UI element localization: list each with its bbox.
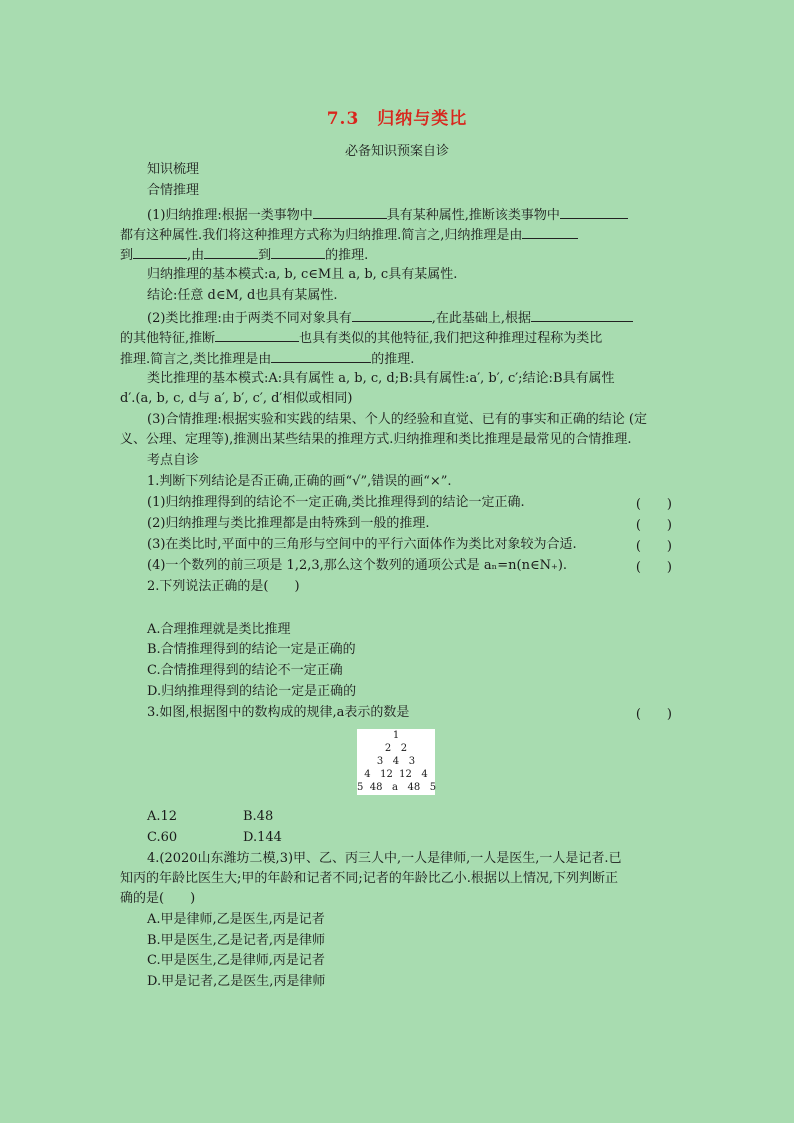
paragraph-inductive-line2: 都有这种属性.我们将这种推理方式称为归纳推理.简言之,归纳推理是由 xyxy=(120,224,578,246)
section-heading-selftest: 考点自诊 xyxy=(147,453,200,468)
paragraph-inductive-line1: (1)归纳推理:根据一类事物中 具有某种属性,推断该类事物中 xyxy=(147,204,628,226)
question-1-item-3: (3)在类比时,平面中的三角形与空间中的平行六面体作为类比对象较为合适. xyxy=(147,537,577,552)
paragraph-inductive-line3: 到 ,由 到 的推理. xyxy=(120,244,368,266)
blank xyxy=(313,204,387,219)
question-1-item-2: (2)归纳推理与类比推理都是由特殊到一般的推理. xyxy=(147,516,430,531)
blank xyxy=(271,244,325,259)
blank xyxy=(531,307,633,322)
plausible-reasoning-line1: (3)合情推理:根据实验和实践的结果、个人的经验和直觉、已有的事实和正确的结论 (定 xyxy=(147,412,647,427)
question-1-item-1: (1)归纳推理得到的结论不一定正确,类比推理得到的结论一定正确. xyxy=(147,495,525,510)
question-3-option-a: A.12 xyxy=(147,809,178,824)
answer-paren: ( ) xyxy=(635,560,672,575)
question-2-option-d: D.归纳推理得到的结论一定是正确的 xyxy=(147,684,357,699)
answer-paren: ( ) xyxy=(635,497,672,512)
number-triangle-figure xyxy=(357,729,435,795)
question-1-item-4: (4)一个数列的前三项是 1,2,3,那么这个数列的通项公式是 aₙ=n(n∈N₊). xyxy=(147,558,568,573)
analogy-pattern-line1: 类比推理的基本模式:A:具有属性 a, b, c, d;B:具有属性:a′, b′, c′;结论:B具有属性 xyxy=(147,371,615,386)
question-2-stem: 2.下列说法正确的是( ) xyxy=(147,579,300,594)
answer-paren: ( ) xyxy=(635,539,672,554)
triangle-row: 3 4 3 xyxy=(376,756,416,767)
blank xyxy=(522,224,578,239)
paragraph-analogy-line1: (2)类比推理:由于两类不同对象具有 ,在此基础上,根据 xyxy=(147,307,633,329)
blank xyxy=(271,348,371,363)
section-heading-knowledge: 知识梳理 xyxy=(147,162,200,177)
page-title: 7.3 归纳与类比 xyxy=(326,109,468,129)
plausible-reasoning-line2: 义、公理、定理等),推测出某些结果的推理方式.归纳推理和类比推理是最常见的合情推理. xyxy=(120,432,632,447)
question-4-stem-line1: 4.(2020山东潍坊二模,3)甲、乙、丙三人中,一人是律师,一人是医生,一人是记者.已 xyxy=(147,851,622,866)
question-3-option-d: D.144 xyxy=(243,830,282,845)
inductive-pattern: 归纳推理的基本模式:a, b, c∈M且 a, b, c具有某属性. xyxy=(147,267,458,282)
answer-paren: ( ) xyxy=(635,518,672,533)
blank xyxy=(215,327,299,342)
question-3-option-c: C.60 xyxy=(147,830,178,845)
question-2-option-c: C.合情推理得到的结论不一定正确 xyxy=(147,663,343,678)
paragraph-analogy-line2: 的其他特征,推断 也具有类似的其他特征,我们把这种推理过程称为类比 xyxy=(120,327,602,349)
section-heading-reasoning: 合情推理 xyxy=(147,183,200,198)
question-3-option-b: B.48 xyxy=(243,809,274,824)
question-4-option-c: C.甲是医生,乙是律师,丙是记者 xyxy=(147,953,325,968)
analogy-pattern-line2: d′.(a, b, c, d与 a′, b′, c′, d′相似或相同) xyxy=(120,391,353,406)
inductive-conclusion: 结论:任意 d∈M, d也具有某属性. xyxy=(147,288,338,303)
paragraph-analogy-line3: 推理.简言之,类比推理是由 的推理. xyxy=(120,348,414,370)
triangle-row: 4 12 12 4 xyxy=(364,769,428,780)
question-4-option-b: B.甲是医生,乙是记者,丙是律师 xyxy=(147,933,325,948)
question-4-option-a: A.甲是律师,乙是医生,丙是记者 xyxy=(147,912,325,927)
blank xyxy=(204,244,258,259)
question-4-option-d: D.甲是记者,乙是医生,丙是律师 xyxy=(147,974,326,989)
triangle-row: 2 2 xyxy=(384,743,408,754)
question-2-option-a: A.合理推理就是类比推理 xyxy=(147,622,291,637)
answer-paren: ( ) xyxy=(635,707,672,722)
question-4-stem-line2: 知丙的年龄比医生大;甲的年龄和记者不同;记者的年龄比乙小.根据以上情况,下列判断正 xyxy=(120,871,619,886)
question-2-option-b: B.合情推理得到的结论一定是正确的 xyxy=(147,642,356,657)
triangle-row: 1 xyxy=(392,730,400,741)
triangle-row: 5 48 a 48 5 xyxy=(357,782,437,793)
blank xyxy=(560,204,628,219)
blank xyxy=(352,307,432,322)
question-3-stem: 3.如图,根据图中的数构成的规律,a表示的数是 xyxy=(147,705,410,720)
question-4-stem-line3: 确的是( ) xyxy=(120,891,196,906)
page-subtitle: 必备知识预案自诊 xyxy=(344,144,449,159)
blank xyxy=(133,244,187,259)
question-1-stem: 1.判断下列结论是否正确,正确的画“√”,错误的画“×”. xyxy=(147,474,452,489)
